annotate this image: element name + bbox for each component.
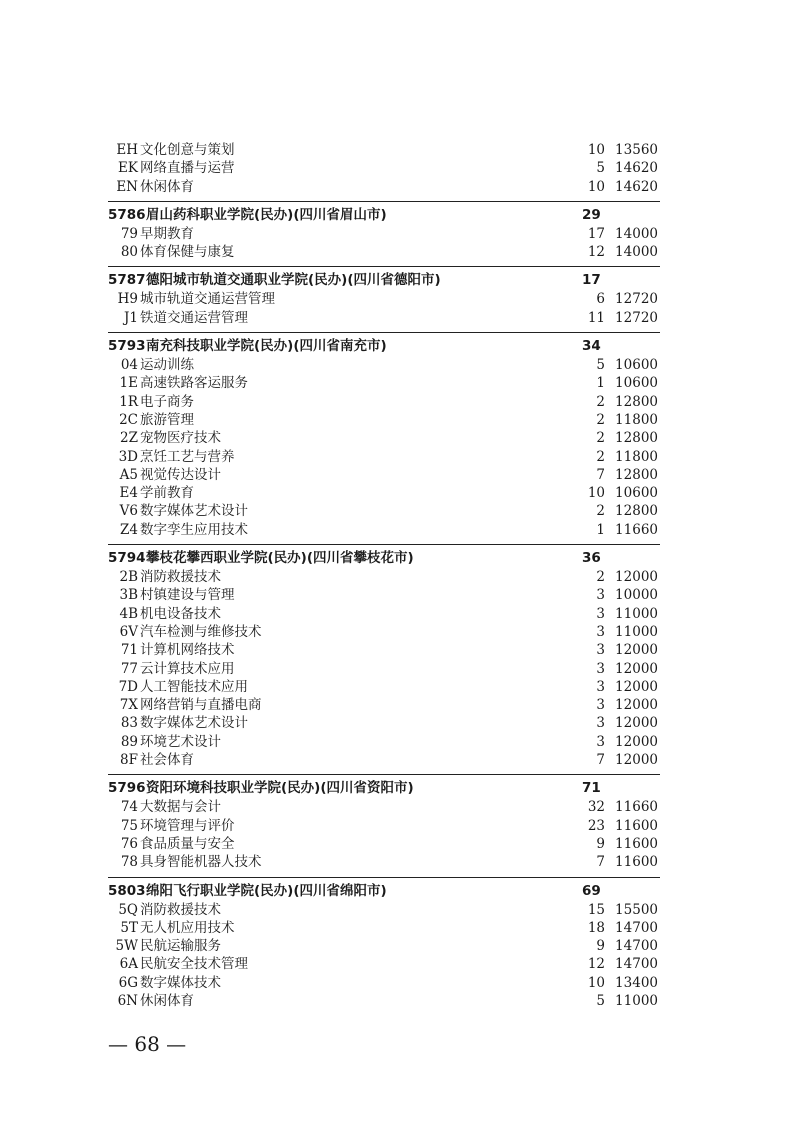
major-count: 3 — [596, 715, 605, 732]
school-divider — [108, 877, 660, 878]
major-code: 75 — [120, 817, 138, 834]
major-row — [108, 484, 660, 502]
major-name: 铁道交通运营管理 — [140, 309, 248, 326]
major-row — [108, 955, 660, 973]
major-row — [108, 641, 660, 659]
major-code: 6G — [118, 974, 138, 991]
school-name: 眉山药科职业学院(民办)(四川省眉山市) — [146, 206, 387, 223]
major-name: 社会体育 — [140, 752, 194, 769]
major-code: 5W — [115, 938, 138, 955]
major-count: 15 — [587, 901, 605, 918]
major-count: 2 — [596, 448, 605, 465]
major-count: 12 — [587, 956, 605, 973]
school-header — [108, 549, 660, 568]
major-row — [108, 374, 660, 392]
major-code: 5T — [120, 919, 138, 936]
major-code: 7X — [119, 697, 138, 714]
major-name: 休闲体育 — [140, 178, 194, 195]
major-name: 村镇建设与管理 — [140, 587, 235, 604]
major-fee: 12000 — [615, 715, 658, 732]
major-name: 文化创意与策划 — [140, 142, 235, 158]
major-row — [108, 393, 660, 411]
major-count: 5 — [596, 992, 605, 1009]
school-divider — [108, 266, 660, 267]
major-row — [108, 974, 660, 992]
major-fee: 12000 — [615, 678, 658, 695]
major-code: 5Q — [118, 901, 138, 918]
major-name: 体育保健与康复 — [140, 244, 235, 261]
major-name: 视觉传达设计 — [140, 466, 221, 483]
major-count: 3 — [596, 605, 605, 622]
major-fee: 10000 — [615, 587, 658, 604]
major-code: 74 — [120, 799, 138, 816]
major-fee: 14620 — [615, 160, 658, 177]
major-row — [108, 502, 660, 520]
major-code: Z4 — [120, 521, 138, 538]
major-count: 12 — [587, 244, 605, 261]
major-row — [108, 714, 660, 732]
school-total: 34 — [582, 338, 601, 355]
major-name: 旅游管理 — [140, 411, 194, 428]
school-divider — [108, 774, 660, 775]
major-name: 民航运输服务 — [140, 938, 221, 955]
school-divider — [108, 201, 660, 202]
major-code: 3B — [119, 587, 138, 604]
major-fee: 12800 — [615, 466, 658, 483]
major-code: 79 — [120, 225, 138, 242]
major-code: 83 — [120, 715, 138, 732]
major-fee: 11000 — [615, 992, 658, 1009]
major-row — [108, 835, 660, 853]
major-name: 环境艺术设计 — [140, 733, 221, 750]
major-row — [108, 937, 660, 955]
major-count: 1 — [596, 375, 605, 392]
major-fee: 10600 — [615, 357, 658, 374]
school-divider — [108, 332, 660, 333]
major-code: H9 — [117, 291, 138, 308]
major-count: 2 — [596, 393, 605, 410]
major-fee: 12000 — [615, 697, 658, 714]
school-header — [108, 206, 660, 225]
major-fee: 11800 — [615, 448, 658, 465]
major-fee: 14700 — [615, 956, 658, 973]
major-count: 17 — [587, 225, 605, 242]
major-count: 7 — [596, 854, 605, 871]
major-code: 6V — [119, 623, 138, 640]
major-code: 8F — [120, 752, 138, 769]
major-fee: 13560 — [615, 142, 658, 158]
major-fee: 14000 — [615, 225, 658, 242]
school-total: 71 — [582, 780, 601, 797]
major-name: 学前教育 — [140, 485, 194, 502]
major-code: 1R — [119, 393, 138, 410]
major-count: 2 — [596, 503, 605, 520]
school-code: 5787 — [108, 272, 146, 289]
school-total: 17 — [582, 272, 601, 289]
major-name: 计算机网络技术 — [140, 642, 235, 659]
major-fee: 11800 — [615, 411, 658, 428]
major-count: 3 — [596, 697, 605, 714]
school-total: 36 — [582, 550, 601, 567]
major-row — [108, 586, 660, 604]
major-count: 9 — [596, 835, 605, 852]
page-number: — 68 — — [108, 1032, 187, 1056]
major-name: 数字媒体艺术设计 — [140, 715, 248, 732]
major-row — [108, 225, 660, 243]
major-count: 3 — [596, 623, 605, 640]
major-count: 6 — [596, 291, 605, 308]
school-header — [108, 779, 660, 798]
major-fee: 12720 — [615, 309, 658, 326]
major-fee: 13400 — [615, 974, 658, 991]
major-fee: 11600 — [615, 854, 658, 871]
major-count: 5 — [596, 160, 605, 177]
major-name: 人工智能技术应用 — [140, 678, 248, 695]
major-name: 网络营销与直播电商 — [140, 697, 262, 714]
major-code: A5 — [119, 466, 138, 483]
major-fee: 12800 — [615, 393, 658, 410]
major-name: 具身智能机器人技术 — [140, 854, 262, 871]
major-row — [108, 356, 660, 374]
major-count: 2 — [596, 411, 605, 428]
major-code: 6A — [119, 956, 138, 973]
school-code: 5803 — [108, 882, 146, 899]
major-fee: 11660 — [615, 521, 658, 538]
major-fee: 14620 — [615, 178, 658, 195]
major-code: 7D — [118, 678, 138, 695]
major-row — [108, 178, 660, 196]
major-count: 9 — [596, 938, 605, 955]
major-name: 数字媒体艺术设计 — [140, 503, 248, 520]
major-code: 71 — [120, 642, 138, 659]
major-fee: 12000 — [615, 752, 658, 769]
major-count: 10 — [587, 178, 605, 195]
major-fee: 12720 — [615, 291, 658, 308]
major-fee: 11000 — [615, 623, 658, 640]
major-fee: 12800 — [615, 430, 658, 447]
major-code: 04 — [120, 357, 138, 374]
major-count: 5 — [596, 357, 605, 374]
major-count: 2 — [596, 569, 605, 586]
major-count: 23 — [587, 817, 605, 834]
major-code: EH — [116, 142, 138, 158]
major-code: EN — [116, 178, 138, 195]
major-row — [108, 696, 660, 714]
major-row — [108, 660, 660, 678]
major-count: 32 — [587, 799, 605, 816]
major-code: 6N — [117, 992, 138, 1009]
major-row — [108, 521, 660, 539]
major-code: 80 — [120, 244, 138, 261]
major-row — [108, 992, 660, 1010]
major-name: 机电设备技术 — [140, 605, 221, 622]
major-code: 89 — [120, 733, 138, 750]
major-row — [108, 733, 660, 751]
major-count: 11 — [587, 309, 605, 326]
major-fee: 14000 — [615, 244, 658, 261]
major-name: 数字孪生应用技术 — [140, 521, 248, 538]
major-row — [108, 623, 660, 641]
major-fee: 14700 — [615, 938, 658, 955]
major-row — [108, 290, 660, 308]
major-name: 休闲体育 — [140, 992, 194, 1009]
major-count: 10 — [587, 485, 605, 502]
major-row — [108, 411, 660, 429]
major-count: 3 — [596, 587, 605, 604]
major-fee: 11000 — [615, 605, 658, 622]
major-row — [108, 429, 660, 447]
major-name: 宠物医疗技术 — [140, 430, 221, 447]
major-fee: 10600 — [615, 485, 658, 502]
school-name: 资阳环境科技职业学院(民办)(四川省资阳市) — [146, 780, 414, 797]
school-code: 5794 — [108, 550, 146, 567]
major-name: 数字媒体技术 — [140, 974, 221, 991]
enrollment-plan-table — [108, 141, 660, 1010]
major-count: 1 — [596, 521, 605, 538]
major-code: 78 — [120, 854, 138, 871]
major-name: 烹饪工艺与营养 — [140, 448, 235, 465]
school-code: 5796 — [108, 780, 146, 797]
major-code: 3D — [118, 448, 138, 465]
school-total: 69 — [582, 882, 601, 899]
major-code: EK — [118, 160, 138, 177]
major-row — [108, 568, 660, 586]
major-row — [108, 309, 660, 327]
major-fee: 12000 — [615, 660, 658, 677]
major-row — [108, 798, 660, 816]
major-row — [108, 678, 660, 696]
major-fee: 12800 — [615, 503, 658, 520]
major-name: 电子商务 — [140, 393, 194, 410]
major-name: 汽车检测与维修技术 — [140, 623, 262, 640]
major-row — [108, 243, 660, 261]
major-code: V6 — [119, 503, 138, 520]
major-name: 网络直播与运营 — [140, 160, 235, 177]
school-header — [108, 337, 660, 356]
major-name: 无人机应用技术 — [140, 919, 235, 936]
school-name: 绵阳飞行职业学院(民办)(四川省绵阳市) — [146, 882, 387, 899]
major-code: 1E — [119, 375, 138, 392]
major-name: 环境管理与评价 — [140, 817, 235, 834]
major-count: 3 — [596, 660, 605, 677]
major-count: 7 — [596, 466, 605, 483]
school-name: 攀枝花攀西职业学院(民办)(四川省攀枝花市) — [146, 550, 414, 567]
major-row — [108, 919, 660, 937]
major-row — [108, 605, 660, 623]
major-code: E4 — [119, 485, 138, 502]
school-total: 29 — [582, 206, 601, 223]
major-code: 2C — [119, 411, 138, 428]
major-name: 消防救援技术 — [140, 569, 221, 586]
major-fee: 10600 — [615, 375, 658, 392]
school-code: 5786 — [108, 206, 146, 223]
major-count: 2 — [596, 430, 605, 447]
major-fee: 12000 — [615, 733, 658, 750]
major-row — [108, 141, 660, 159]
major-count: 3 — [596, 733, 605, 750]
school-name: 德阳城市轨道交通职业学院(民办)(四川省德阳市) — [146, 272, 441, 289]
major-count: 3 — [596, 678, 605, 695]
major-fee: 11660 — [615, 799, 658, 816]
major-count: 10 — [587, 142, 605, 158]
major-count: 7 — [596, 752, 605, 769]
major-fee: 11600 — [615, 835, 658, 852]
major-fee: 12000 — [615, 642, 658, 659]
school-code: 5793 — [108, 338, 146, 355]
major-name: 云计算技术应用 — [140, 660, 235, 677]
major-name: 早期教育 — [140, 225, 194, 242]
school-divider — [108, 544, 660, 545]
major-fee: 14700 — [615, 919, 658, 936]
major-row — [108, 159, 660, 177]
major-name: 消防救援技术 — [140, 901, 221, 918]
major-row — [108, 751, 660, 769]
major-name: 高速铁路客运服务 — [140, 375, 248, 392]
major-name: 城市轨道交通运营管理 — [140, 291, 275, 308]
major-row — [108, 817, 660, 835]
school-header — [108, 271, 660, 290]
major-name: 运动训练 — [140, 357, 194, 374]
major-row — [108, 448, 660, 466]
major-count: 3 — [596, 642, 605, 659]
school-name: 南充科技职业学院(民办)(四川省南充市) — [146, 338, 387, 355]
major-name: 大数据与会计 — [140, 799, 221, 816]
major-count: 18 — [587, 919, 605, 936]
major-row — [108, 901, 660, 919]
major-code: 2Z — [120, 430, 138, 447]
major-name: 民航安全技术管理 — [140, 956, 248, 973]
major-fee: 15500 — [615, 901, 658, 918]
major-code: 4B — [119, 605, 138, 622]
major-row — [108, 853, 660, 871]
major-fee: 11600 — [615, 817, 658, 834]
major-code: 77 — [120, 660, 138, 677]
major-code: 2B — [119, 569, 138, 586]
major-row — [108, 466, 660, 484]
major-name: 食品质量与安全 — [140, 835, 235, 852]
major-fee: 12000 — [615, 569, 658, 586]
school-header — [108, 882, 660, 901]
major-code: J1 — [123, 309, 138, 326]
major-count: 10 — [587, 974, 605, 991]
major-code: 76 — [120, 835, 138, 852]
